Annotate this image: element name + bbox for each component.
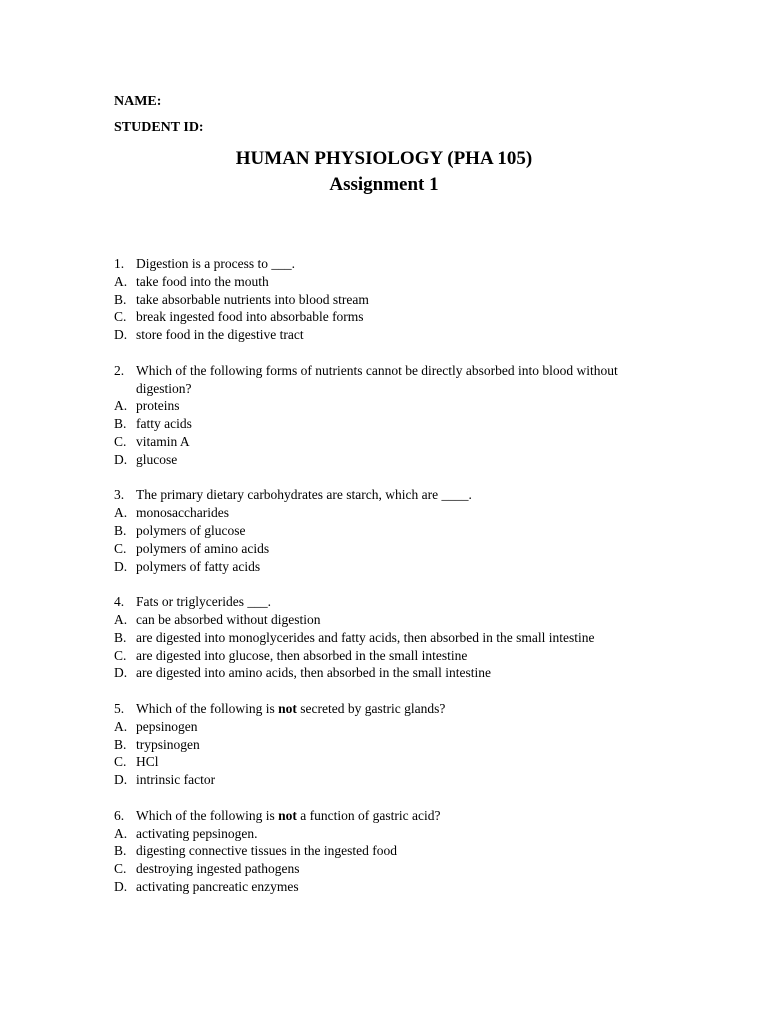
option-text: are digested into glucose, then absorbed in the small intestine bbox=[136, 647, 468, 663]
answer-option bbox=[114, 522, 674, 540]
option-text: are digested into monoglycerides and fatty acids, then absorbed in the small intestine bbox=[136, 629, 595, 645]
question-text-part: a function of gastric acid? bbox=[296, 807, 441, 823]
answer-option bbox=[114, 629, 674, 647]
answer-option bbox=[114, 558, 674, 576]
question-text bbox=[136, 807, 674, 825]
question-text-part: Which of the following is bbox=[136, 807, 279, 823]
answer-option bbox=[114, 647, 674, 665]
answer-option bbox=[114, 878, 674, 896]
option-text: store food in the digestive tract bbox=[136, 327, 304, 343]
option-letter: C. bbox=[114, 754, 127, 770]
question-text-part: Which of the following is bbox=[136, 700, 279, 716]
option-letter: C. bbox=[114, 647, 127, 663]
answer-option bbox=[114, 736, 674, 754]
question-3 bbox=[114, 486, 674, 575]
option-text: monosaccharides bbox=[136, 505, 229, 521]
question-stem bbox=[114, 807, 674, 825]
option-text: polymers of amino acids bbox=[136, 540, 270, 556]
question-number: 2. bbox=[114, 362, 125, 378]
option-letter: A. bbox=[114, 505, 128, 521]
option-letter: D. bbox=[114, 558, 128, 574]
answer-option bbox=[114, 753, 674, 771]
option-text: break ingested food into absorbable forms bbox=[136, 309, 364, 325]
question-stem bbox=[114, 593, 674, 611]
answer-option bbox=[114, 308, 674, 326]
question-text-part: secreted by gastric glands? bbox=[296, 700, 446, 716]
answer-option bbox=[114, 771, 674, 789]
answer-option bbox=[114, 842, 674, 860]
option-text: polymers of glucose bbox=[136, 522, 246, 538]
option-letter: B. bbox=[114, 736, 127, 752]
question-1 bbox=[114, 255, 674, 344]
question-text bbox=[136, 362, 674, 398]
option-text: are digested into amino acids, then absorbed in the small intestine bbox=[136, 665, 492, 681]
answer-option bbox=[114, 326, 674, 344]
option-text: digesting connective tissues in the ingested food bbox=[136, 843, 397, 859]
option-letter: C. bbox=[114, 433, 127, 449]
answer-option bbox=[114, 540, 674, 558]
question-text-part: Which of the following forms of nutrients cannot be directly absorbed into blood without digestion? bbox=[136, 362, 618, 396]
option-text: HCl bbox=[136, 754, 159, 770]
question-emphasis: not bbox=[278, 700, 297, 716]
option-text: destroying ingested pathogens bbox=[136, 861, 300, 877]
question-emphasis: not bbox=[278, 807, 297, 823]
question-5 bbox=[114, 700, 674, 789]
question-text bbox=[136, 593, 674, 611]
option-letter: A. bbox=[114, 273, 128, 289]
question-4 bbox=[114, 593, 674, 682]
answer-option bbox=[114, 451, 674, 469]
course-title: HUMAN PHYSIOLOGY (PHA 105) bbox=[235, 148, 533, 169]
option-text: take food into the mouth bbox=[136, 273, 269, 289]
option-text: proteins bbox=[136, 398, 180, 414]
answer-option bbox=[114, 611, 674, 629]
option-letter: A. bbox=[114, 611, 128, 627]
answer-option bbox=[114, 397, 674, 415]
option-text: vitamin A bbox=[136, 433, 190, 449]
question-text-part: Digestion is a process to ___. bbox=[136, 256, 295, 271]
option-text: trypsinogen bbox=[136, 736, 200, 752]
name-label: NAME: bbox=[114, 94, 162, 109]
option-text: can be absorbed without digestion bbox=[136, 611, 321, 627]
question-number: 5. bbox=[114, 700, 125, 716]
option-text: fatty acids bbox=[136, 416, 192, 432]
option-letter: C. bbox=[114, 861, 127, 877]
question-number: 3. bbox=[114, 487, 125, 503]
option-text: activating pancreatic enzymes bbox=[136, 878, 299, 894]
answer-option bbox=[114, 825, 674, 843]
question-text bbox=[136, 255, 674, 273]
question-text-part: The primary dietary carbohydrates are starch, which are ____. bbox=[136, 487, 472, 503]
question-stem bbox=[114, 255, 674, 273]
option-text: activating pepsinogen. bbox=[136, 825, 258, 841]
question-number: 4. bbox=[114, 594, 125, 610]
question-list bbox=[114, 255, 674, 913]
option-letter: B. bbox=[114, 629, 127, 645]
question-number: 6. bbox=[114, 807, 125, 823]
answer-option bbox=[114, 664, 674, 682]
option-text: polymers of fatty acids bbox=[136, 558, 261, 574]
answer-option bbox=[114, 415, 674, 433]
question-text bbox=[136, 700, 674, 718]
option-letter: C. bbox=[114, 309, 127, 325]
option-letter: D. bbox=[114, 878, 128, 894]
option-letter: D. bbox=[114, 772, 128, 788]
assignment-title: Assignment 1 bbox=[329, 174, 439, 195]
question-stem bbox=[114, 700, 674, 718]
question-2 bbox=[114, 362, 674, 469]
question-text-part: Fats or triglycerides ___. bbox=[136, 594, 271, 610]
option-letter: A. bbox=[114, 398, 128, 414]
option-letter: B. bbox=[114, 291, 127, 307]
question-stem bbox=[114, 362, 674, 398]
option-letter: B. bbox=[114, 522, 127, 538]
question-stem bbox=[114, 486, 674, 504]
option-text: intrinsic factor bbox=[136, 772, 216, 788]
option-letter: C. bbox=[114, 540, 127, 556]
option-letter: B. bbox=[114, 843, 127, 859]
option-text: glucose bbox=[136, 451, 178, 467]
answer-option bbox=[114, 273, 674, 291]
question-text bbox=[136, 486, 674, 504]
question-6 bbox=[114, 807, 674, 896]
student-id-label: STUDENT ID: bbox=[114, 120, 204, 135]
answer-option bbox=[114, 860, 674, 878]
option-letter: D. bbox=[114, 665, 128, 681]
option-letter: B. bbox=[114, 416, 127, 432]
answer-option bbox=[114, 433, 674, 451]
option-letter: D. bbox=[114, 327, 128, 343]
option-letter: D. bbox=[114, 451, 128, 467]
option-text: take absorbable nutrients into blood stream bbox=[136, 291, 369, 307]
option-letter: A. bbox=[114, 825, 128, 841]
answer-option bbox=[114, 718, 674, 736]
option-letter: A. bbox=[114, 718, 128, 734]
question-number: 1. bbox=[114, 256, 125, 271]
answer-option bbox=[114, 504, 674, 522]
answer-option bbox=[114, 291, 674, 309]
option-text: pepsinogen bbox=[136, 718, 198, 734]
